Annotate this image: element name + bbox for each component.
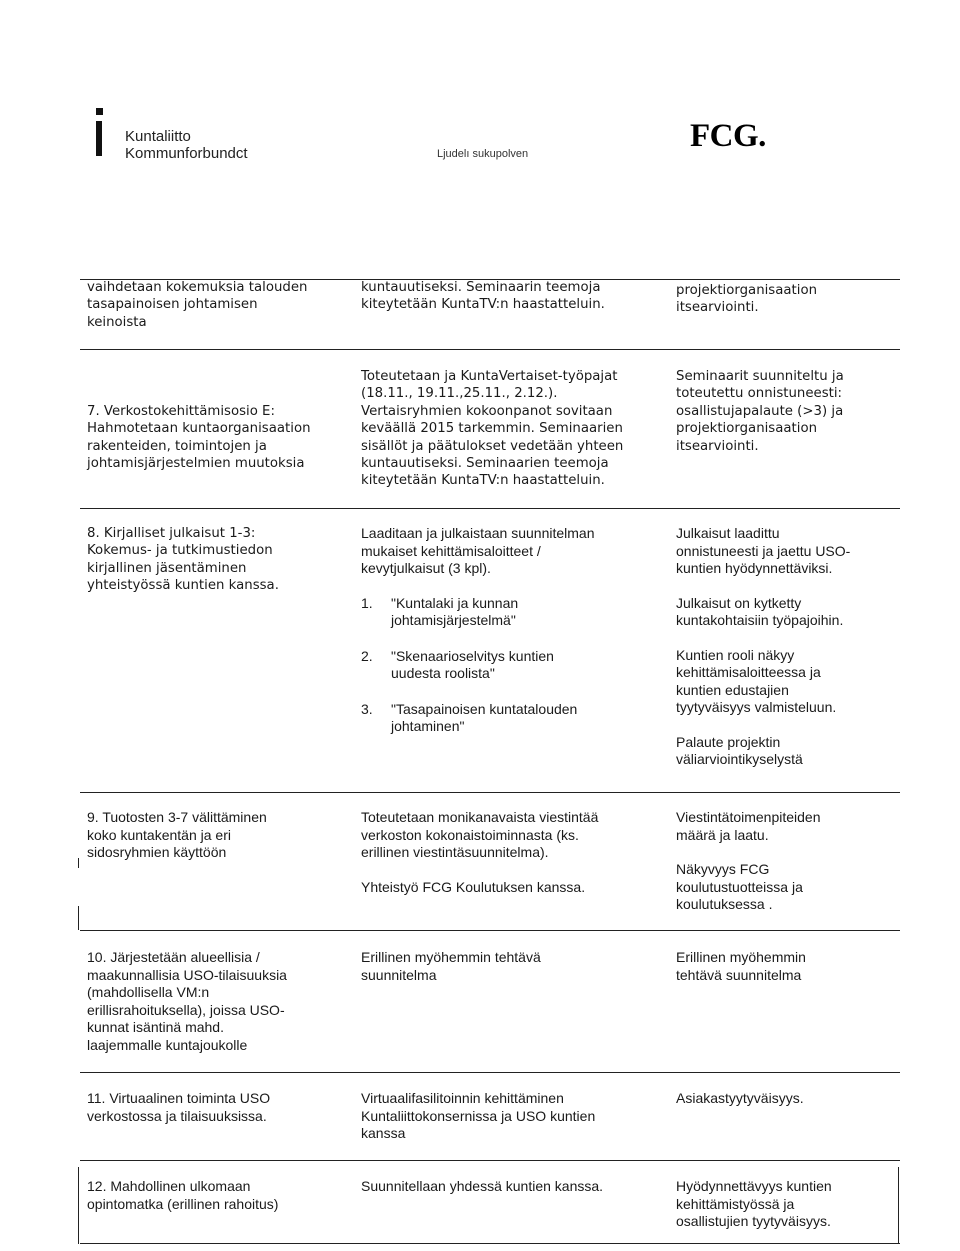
row-divider: [80, 508, 900, 509]
org-name: Kuntaliitto: [125, 128, 191, 145]
implementation-paragraph: Toteutetaan monikanavaista viestintää verkoston kokonaistoiminnasta (ks. erillinen viestintäsuunnitelma).: [361, 809, 599, 860]
table-cell-implementation: Suunnitellaan yhdessä kuntien kanssa.: [361, 1178, 604, 1194]
list-item: 3. "Tasapainoisen kuntatalouden johtaminen": [361, 700, 578, 734]
table-cell-indicator: Erillinen myöhemmin tehtävä suunnitelma: [676, 949, 806, 983]
publication-intro: Laaditaan ja julkaistaan suunnitelman mukaiset kehittämisaloitteet / kevytjulkaisut (3 kpl).: [361, 525, 595, 576]
indicator-paragraph: Näkyvyys FCG koulutustuotteissa ja koulutuksessa .: [676, 861, 803, 912]
row-divider: [80, 1072, 900, 1073]
table-left-edge: [78, 1167, 79, 1244]
table-cell-activity: 11. Virtuaalinen toiminta USO verkostossa ja tilaisuuksissa.: [87, 1090, 271, 1124]
fcg-logo: FCG.: [690, 118, 766, 154]
row-divider: [80, 1160, 900, 1161]
table-cell-implementation: Toteutetaan ja KuntaVertaiset-työpajat (18.11., 19.11.,25.11., 2.12.). Vertaisryhmien kokoonpanot sovitaan keväällä 2015 tarkemmin. Seminaarien sisällöt ja päätulokset vedetään yhteen kuntauutiseksi. Seminaarien teemoja kiteytetään KuntaTV:n haastatteluin.: [361, 369, 624, 489]
table-left-edge-fragment: [78, 906, 79, 930]
org-name-swedish: Kommunforbundct: [125, 145, 248, 162]
indicator-paragraph: Palaute projektin väliarviointikyselystä: [676, 733, 803, 767]
table-cell-activity: 9. Tuotosten 3-7 välittäminen koko kuntakentän ja eri sidosryhmien käyttöön: [87, 809, 267, 860]
table-cell-implementation: [361, 809, 666, 896]
indicator-paragraph: Viestintätoimenpiteiden määrä ja laatu.: [676, 809, 821, 843]
publication-list: [361, 595, 666, 736]
table-cell-implementation: Virtuaalifasilitoinnin kehittäminen Kuntaliittokonsernissa ja USO kuntien kanssa: [361, 1090, 596, 1141]
implementation-paragraph: Yhteistyö FCG Koulutuksen kanssa.: [361, 878, 586, 895]
table-cell-activity: 10. Järjestetään alueellisia / maakunnallisia USO-tilaisuuksia (mahdollisella VM:n erillisrahoituksella), joissa USO- kunnat isäntinä mahd. laajemmalle kuntajoukolle: [87, 949, 287, 1053]
table-cell-implementation: kuntauutiseksi. Seminaarin teemoja kiteytetään KuntaTV:n haastatteluin.: [361, 280, 605, 313]
kuntaliitto-logo-text: [125, 128, 248, 162]
table-cell-activity: vaihdetaan kokemuksia talouden tasapainoisen johtamisen keinoista: [87, 280, 308, 330]
table-bottom-rule: [80, 1243, 900, 1244]
table-cell-activity: 7. Verkostokehittämisosio E: Hahmotetaan kuntaorganisaation rakenteiden, toimintojen ja johtamisjärjestelmien muutoksia: [87, 404, 311, 472]
row-divider: [80, 930, 900, 931]
table-right-edge: [898, 1167, 899, 1244]
row-divider: [80, 349, 900, 350]
indicator-paragraph: Kuntien rooli näkyy kehittämisaloitteessa ja kuntien edustajien tyytyväisyys valmisteluun.: [676, 646, 837, 715]
table-cell-indicator: Hyödynnettävyys kuntien kehittämistyössä ja osallistujien tyytyväisyys.: [676, 1178, 832, 1229]
indicator-paragraph: Julkaisut laadittu onnistuneesti ja jaettu USO- kuntien hyödynnettäviksi.: [676, 525, 851, 576]
table-cell-indicator: [676, 525, 896, 769]
tagline: Ljudelı sukupolven: [437, 148, 529, 160]
list-item: 2. "Skenaarioselvitys kuntien uudesta roolista": [361, 647, 554, 681]
table-cell-activity: 8. Kirjalliset julkaisut 1-3: Kokemus- ja tutkimustiedon kirjallinen jäsentäminen yhteistyössä kuntien kanssa.: [87, 526, 279, 594]
table-left-edge-fragment: [78, 858, 79, 868]
table-cell-indicator: Asiakastyytyväisyys.: [676, 1090, 804, 1106]
table-cell-activity: 12. Mahdollinen ulkomaan opintomatka (erillinen rahoitus): [87, 1178, 279, 1212]
list-item: 1. "Kuntalaki ja kunnan johtamisjärjestelmä": [361, 594, 519, 628]
table-cell-implementation: [361, 525, 666, 736]
table-cell-indicator: Seminaarit suunniteltu ja toteutettu onnistuneesti: osallistujapalaute (>3) ja projektiorganisaation itsearviointi.: [676, 369, 844, 454]
table-cell-indicator: projektiorganisaation itsearviointi.: [676, 283, 818, 316]
row-divider: [80, 792, 900, 793]
indicator-paragraph: Julkaisut on kytketty kuntakohtaisiin työpajoihin.: [676, 594, 844, 628]
kuntaliitto-logo-icon: [95, 108, 105, 156]
table-cell-implementation: Erillinen myöhemmin tehtävä suunnitelma: [361, 949, 541, 983]
table-cell-indicator: [676, 809, 896, 914]
